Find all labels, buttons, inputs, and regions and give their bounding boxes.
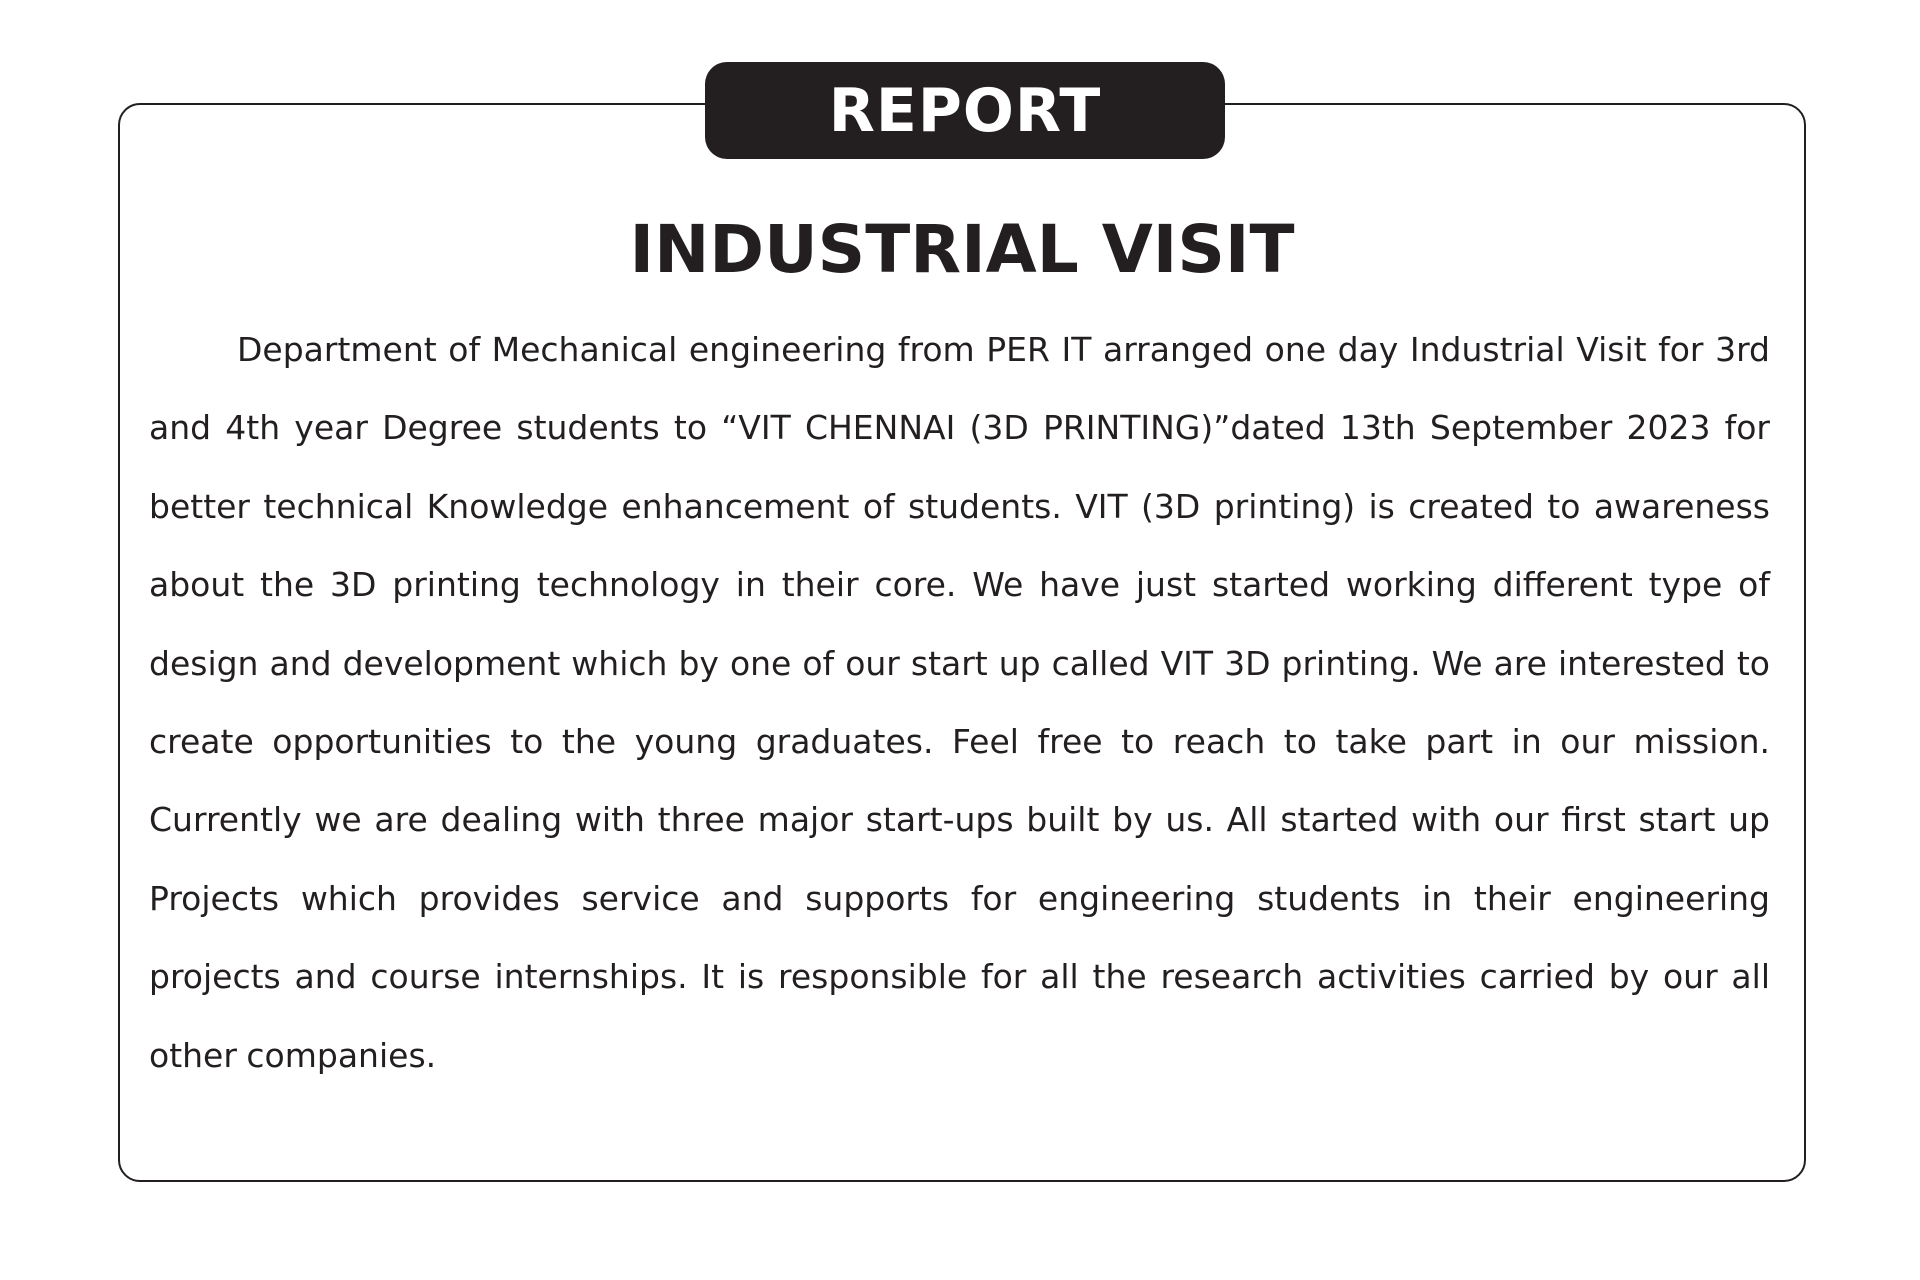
- page-title: INDUSTRIAL VISIT: [629, 211, 1295, 288]
- report-body-paragraph: Department of Mechanical engineering from PER IT arranged one day Industrial Visit for 3rd and 4th year Degree students to “VIT CHENNAI (3D PRINTING)”dated 13th September 2023 for better technical Knowledge enhancement of students. VIT (3D printing) is created to awareness about the 3D printing technology in their core. We have just started working different type of design and development which by one of our start up called VIT 3D printing. We are interested to create opportunities to the young graduates. Feel free to reach to take part in our mission. Currently we are dealing with three major start-ups built by us. All started with our first start up Projects which provides service and supports for engineering students in their engineering projects and course internships. It is responsible for all the research activities carried by our all other companies.: [149, 330, 1770, 1075]
- report-badge-label: REPORT: [828, 75, 1102, 146]
- report-badge: [705, 62, 1225, 159]
